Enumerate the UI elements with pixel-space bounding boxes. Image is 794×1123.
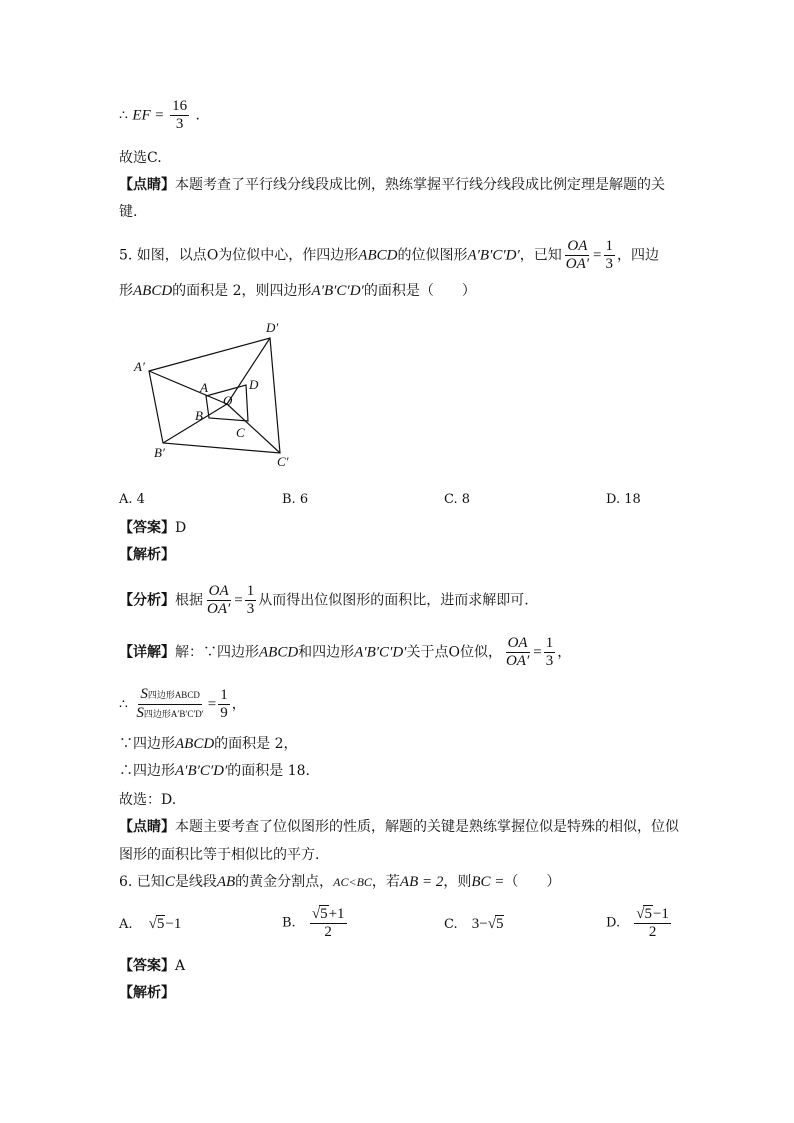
segment-ef: EF: [132, 107, 151, 124]
q5-dianjing-2: 图形的面积比等于相似比的平方.: [119, 847, 320, 863]
q5-area-ratio: ∴ $\frac{\text{S四边形ABCD}}{\text{S四边形A′B′C′D′}}$ = $\frac{1}{9}$ ，: [119, 686, 246, 721]
q5-step-3: ∵四边形ABCD的面积是 2，: [119, 736, 298, 752]
dianjing-line-1: 【点睛】本题考查了平行线分线段成比例，熟练掌握平行线分线段成比例定理是解题的关: [119, 177, 665, 193]
q5-dianjing-1: 【点睛】本题主要考查了位似图形的性质，解题的关键是熟练掌握位似是特殊的相似，位似: [119, 819, 679, 835]
label-b: B: [195, 408, 203, 423]
q5-option-a: A. 4: [119, 492, 145, 507]
ratio-value-fraction: $\frac{1}{3}$: [605, 238, 614, 272]
label-c-prime: C′: [277, 454, 289, 469]
label-d: D: [249, 377, 259, 392]
q5-jiexi: 【解析】: [119, 547, 175, 563]
q6-jiexi: 【解析】: [119, 985, 175, 1001]
q5-analysis: 【分析】根据 $\frac{OA}{OA'}$ = $\frac{1}{3}$ 从而得出位似图形的面积比，进而求解即可.: [119, 583, 529, 617]
conclusion-line: ∴ EF = $\frac{16}{3}$ .: [119, 98, 200, 132]
ratio-oa-fraction: $\frac{OA}{OA'}$: [565, 238, 590, 272]
q5-choose: 故选：D.: [119, 792, 177, 808]
q6-option-a: A. √5−1: [119, 916, 182, 932]
homothety-figure: [120, 315, 310, 475]
question-6: 6. 已知C是线段AB的黄金分割点，AC<BC，若AB = 2，则BC =（ ）: [119, 874, 561, 890]
q6-option-d: D. $\frac{√5-1}{2}$: [606, 906, 669, 940]
choice-line: 故选C.: [119, 150, 162, 166]
label-c: C: [236, 425, 245, 440]
q6-answer: 【答案】A: [119, 958, 186, 974]
label-a-prime: A′: [134, 359, 145, 374]
q5-option-c: C. 8: [444, 492, 471, 507]
therefore-symbol: ∴: [119, 107, 128, 124]
dianjing-label: 【点睛】: [119, 177, 175, 193]
ray-oa: [149, 371, 227, 404]
label-d-prime: D′: [266, 320, 279, 335]
label-o: O: [223, 393, 233, 408]
ray-oc: [227, 404, 280, 453]
q5-answer: 【答案】D: [119, 520, 187, 536]
outer-quadrilateral: [149, 338, 280, 453]
q6-option-c: C. 3−√5: [444, 916, 504, 932]
q5-step-4: ∴四边形A′B′C′D′的面积是 18.: [119, 763, 311, 779]
equals-sign: =: [155, 107, 164, 124]
q5-detail: 【详解】解：∵四边形ABCD和四边形A′B′C′D′关于点O位似， $\frac{OA}{OA'}$ = $\frac{1}{3}$ ，: [119, 635, 572, 669]
q5-option-d: D. 18: [606, 492, 641, 507]
q5-option-b: B. 6: [282, 492, 309, 507]
dianjing-line-2: 键.: [119, 204, 138, 220]
fraction-16-3: $\frac{16}{3}$: [172, 98, 188, 132]
label-a: A: [200, 380, 208, 395]
question-5-line-1: 5. 如图，以点O为位似中心，作四边形ABCD的位似图形A′B′C′D′，已知 $\frac{OA}{OA'}$ = $\frac{1}{3}$ ，四边: [119, 238, 660, 272]
question-5-line-2: 形ABCD的面积是 2，则四边形A′B′C′D′的面积是（ ）: [119, 283, 476, 299]
q6-option-b: B. $\frac{√5+1}{2}$: [282, 906, 345, 940]
label-b-prime: B′: [154, 445, 165, 460]
area-ratio-fraction: $\frac{\text{S四边形ABCD}}{\text{S四边形A′B′C′D′}}$: [136, 686, 204, 721]
